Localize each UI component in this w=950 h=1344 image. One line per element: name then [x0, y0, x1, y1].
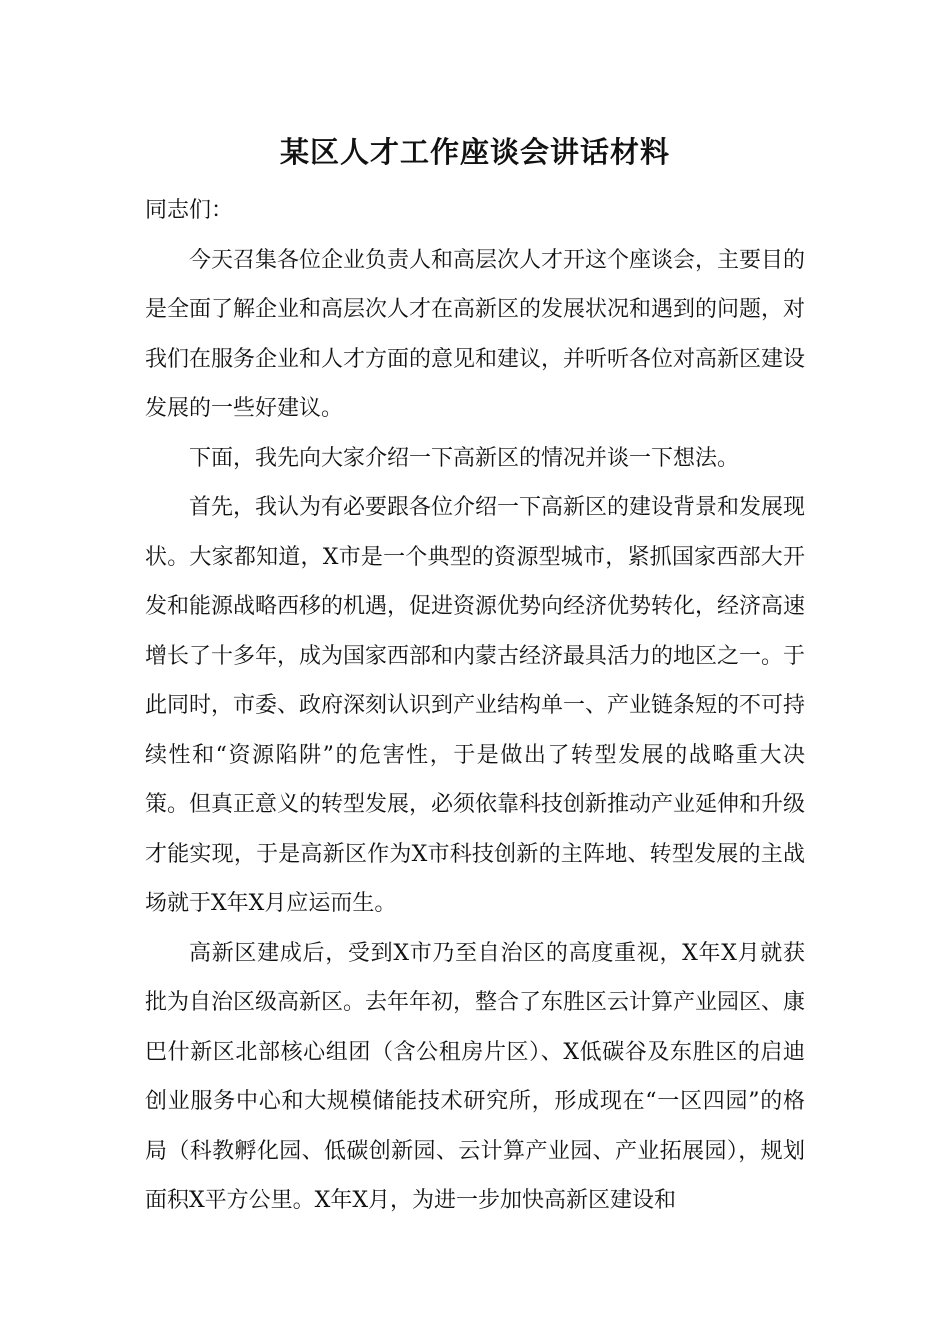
paragraph-4: 高新区建成后，受到X市乃至自治区的高度重视，X年X月就获批为自治区级高新区。去年年初，整合了东胜区云计算产业园区、康巴什新区北部核心组团（含公租房片区）、X低碳谷及东胜区的启迪创业服务中心和大规模储能技术研究所，形成现在“一区四园”的格局（科教孵化园、低碳创新园、云计算产业园、产业拓展园），规划面积X平方公里。X年X月，为进一步加快高新区建设和 — [145, 940, 806, 1213]
paragraph-2: 下面，我先向大家介绍一下高新区的情况并谈一下想法。 — [189, 445, 740, 471]
paragraph-3: 首先，我认为有必要跟各位介绍一下高新区的建设背景和发展现状。大家都知道，X市是一个典型的资源型城市，紧抓国家西部大开发和能源战略西移的机遇，促进资源优势向经济优势转化，经济高速增长了十多年，成为国家西部和内蒙古经济最具活力的地区之一。于此同时，市委、政府深刻认识到产业结构单一、产业链条短的不可持续性和“资源陷阱”的危害性，于是做出了转型发展的战略重大决策。但真正意义的转型发展，必须依靠科技创新推动产业延伸和升级才能实现，于是高新区作为X市科技创新的主阵地、转型发展的主战场就于X年X月应运而生。 — [145, 495, 806, 916]
document-title: 某区人才工作座谈会讲话材料 — [279, 135, 670, 169]
document-body — [145, 186, 805, 1226]
salutation: 同志们： — [145, 198, 234, 223]
paragraph-1: 今天召集各位企业负责人和高层次人才开这个座谈会，主要目的是全面了解企业和高层次人才在高新区的发展状况和遇到的问题，对我们在服务企业和人才方面的意见和建议，并听听各位对高新区建设发展的一些好建议。 — [145, 247, 806, 421]
